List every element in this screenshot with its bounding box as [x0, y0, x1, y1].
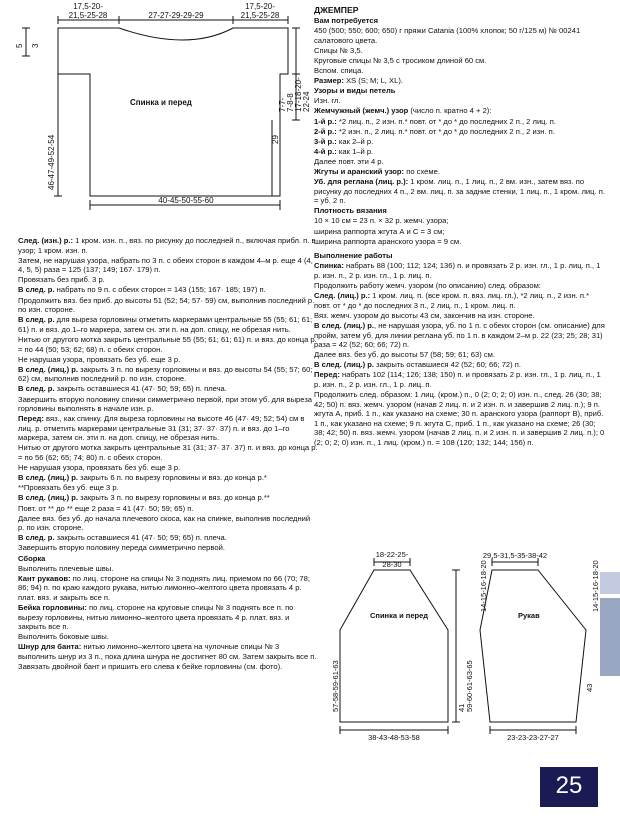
- paragraph-text: Завязать двойной бант и пришить его слева к бейке горловины (см. фото).: [18, 662, 283, 672]
- paragraph-heading: Выполнение работы: [314, 251, 393, 261]
- sleeve-right-dim: 14-15-16-18-20: [591, 560, 600, 612]
- paragraph-text: по лиц. стороне на круговые спицы № 3 поднять все п. по вырезу горловины, нитью лимонно–желтого цвета провязать 4 р. плат. вяз. и закрыть все п.: [18, 602, 294, 632]
- paragraph: [18, 365, 318, 384]
- body-outline: [58, 28, 288, 196]
- paragraph: [314, 46, 606, 56]
- left-text-column: [18, 236, 318, 672]
- paragraph-heading: В след. р.: [18, 315, 55, 325]
- paragraph-text: набрать по 9 п. с обеих сторон = 143 (155; 167· 185; 197) п.: [54, 285, 266, 295]
- paragraph-text: Далее повт. эти 4 р.: [314, 156, 384, 166]
- paragraph-heading: Спинка:: [314, 261, 344, 271]
- decor-band: [600, 598, 620, 676]
- paragraph-heading: Плотность вязания: [314, 206, 387, 216]
- paragraph: [314, 147, 606, 157]
- paragraph-text: Вспом. спица.: [314, 66, 364, 76]
- paragraph: [314, 237, 606, 247]
- paragraph-heading: Перед:: [314, 370, 340, 380]
- top-right-dim-1: 17,5-20-: [245, 2, 275, 11]
- paragraph-text: Продолжить след. образом: 1 лиц. (кром.) п., 0 (2; 0; 2; 0) изн. п., след. 26 (30; 38; 42; 50) п. вяз. жемч. узором (начав 2 лиц. п. и 2 изн. п. и завершив 2 лиц. п.); 9 п. жгута A, приб. 1 п., как указано на схеме; 30 п. аранского узора (раппорт B), приб. 1 п., как указано на схеме; 9 п. жгута C, приб. 1 п., как указано на схеме; 26 (30; 38; 42; 50) п. вяз. жемч. узором (начав 2 лиц. п. и 2 изн. п. и завершив 2 лиц. п.); 0 (2; 0; 2; 0) изн. п., 1 лиц. (кром.) п. = 108 (120; 132; 144; 156) п.: [314, 390, 605, 448]
- paragraph: [314, 370, 606, 389]
- paragraph-text: по лиц. стороне на спицы № 3 поднять лиц. приемом по 66 (70; 78; 86; 94) п. по краю каждого рукава, нитью лимонно–желтого цвета провязать 4 р. плат. вяз. и закрыть все п.: [18, 573, 310, 602]
- side-5-label: 5: [15, 43, 24, 48]
- paragraph-heading: В след. р.: [18, 533, 55, 543]
- paragraph: [18, 662, 318, 672]
- paragraph: [18, 564, 318, 574]
- paragraph-heading: 4-й р.:: [314, 146, 337, 156]
- raglan-schematics: [330, 552, 605, 742]
- paragraph-heading: 3-й р.:: [314, 136, 337, 146]
- back-right-dim-a: 41: [457, 703, 466, 712]
- paragraph-text: вяз., как спинку. Для выреза горловины на высоте 46 (47· 49; 52; 54) см в лиц. р. отметить маркерами центральные 31 (31; 37· 37· 37) п. и вяз. до 1–го маркера, затем сн. эти п. на доп. спицу, не обрезая нить.: [18, 414, 305, 443]
- paragraph: [314, 350, 606, 360]
- paragraph-text: Спицы № 3,5.: [314, 45, 363, 55]
- paragraph: [314, 177, 606, 206]
- paragraph-text: Вяз. жемч. узором до высоты 43 см, закончив на изн. стороне.: [314, 310, 535, 320]
- sleeve-43-dim: 43: [585, 683, 594, 692]
- paragraph: [18, 355, 318, 365]
- right-label-b: 7-8-8: [286, 93, 295, 112]
- paragraph-text: Продолжить вяз. без приб. до высоты 51 (52; 54; 57· 59) см, выполнив последний р. по изн. стороне.: [18, 295, 315, 315]
- paragraph: [18, 315, 318, 334]
- paragraph: [18, 642, 318, 661]
- paragraph: [18, 543, 318, 553]
- paragraph: [18, 463, 318, 473]
- paragraph-heading: В след. (лиц.) р.: [18, 493, 78, 503]
- paragraph-text: закрыть 3 п. по вырезу горловины и вяз. до высоты 54 (55; 57; 60; 62) см, выполнив последний р. по изн. стороне.: [18, 364, 313, 384]
- paragraph-text: закрыть оставшиеся 41 (47· 50; 59; 65) п. плеча.: [54, 533, 227, 543]
- paragraph-heading: 1-й р.:: [314, 116, 337, 126]
- paragraph: [18, 632, 318, 642]
- paragraph: [314, 360, 606, 370]
- paragraph: [18, 554, 318, 564]
- paragraph: [18, 514, 318, 533]
- paragraph: [18, 285, 318, 295]
- paragraph-text: Далее вяз. без уб. до высоты 57 (58; 59; 61; 63) см.: [314, 350, 496, 360]
- top-left-dim-2: 21,5-25-28: [68, 11, 108, 20]
- right-label-c: 17-18-20-: [294, 77, 303, 112]
- paragraph-heading: След. (изн.) р.:: [18, 236, 74, 245]
- paragraph: [314, 311, 606, 321]
- paragraph: [314, 137, 606, 147]
- back-label: Спинка и перед: [370, 611, 429, 620]
- paragraph-heading: Шнур для банта:: [18, 642, 82, 652]
- paragraph-text: ширина раппорта аранского узора = 9 см.: [314, 236, 462, 246]
- paragraph-text: *2 лиц. п., 2 изн. п.* повт. от * до * до последних 2 п., 2 лиц. п.: [336, 116, 556, 126]
- paragraph: [18, 395, 318, 414]
- paragraph-heading: В след. р.: [18, 384, 55, 394]
- top-mid-dim: 27-27-29-29-29: [148, 11, 204, 20]
- paragraph-heading: В след. (лиц.) р.: [18, 364, 78, 374]
- paragraph-text: Изн. гл.: [314, 96, 341, 106]
- paragraph-text: для выреза горловины отметить маркерами центральные 55 (55; 61; 61; 61) п. и вяз. до 1–го маркера, затем сн. эти п. на доп. спицу, не обрезая нить.: [18, 315, 313, 334]
- paragraph: [314, 206, 606, 216]
- paragraph-heading: Вам потребуется: [314, 16, 379, 26]
- paragraph-text: как 2–й р.: [336, 136, 374, 146]
- paragraph: [314, 261, 606, 280]
- back-top-dim-2: 28-30: [382, 560, 402, 569]
- paragraph-text: Не нарушая узора, провязать без уб. еще 3 р.: [18, 463, 181, 473]
- paragraph-text: Выполнить плечевые швы.: [18, 563, 114, 573]
- body-schematic-top: [0, 0, 310, 236]
- paragraph-text: Продолжить работу жемч. узором (по описанию) след. образом:: [314, 281, 541, 291]
- paragraph: [314, 291, 606, 310]
- paragraph: [18, 443, 318, 462]
- paragraph-text: Нитью от другого мотка закрыть центральные 55 (55; 61; 61; 61) п. и вяз. до конца р. = по 44 (50; 53; 62; 68) п. с обеих сторон.: [18, 334, 317, 354]
- paragraph: [314, 66, 606, 76]
- paragraph-heading: 2-й р.:: [314, 126, 337, 136]
- paragraph-text: **Провязать без уб. еще 3 р.: [18, 483, 119, 493]
- sleeve-outline: [480, 570, 586, 722]
- paragraph: [18, 275, 318, 285]
- back-right-dim-b: 59-60-61-63-65: [465, 660, 474, 712]
- paragraph-heading: Перед:: [18, 414, 44, 424]
- paragraph-text: Завершить вторую половину переда симметрично первой.: [18, 543, 225, 553]
- paragraph: [314, 247, 606, 251]
- paragraph-heading: Узоры и виды петель: [314, 86, 396, 96]
- paragraph-heading: Уб. для реглана (лиц. р.):: [314, 177, 409, 187]
- back-front-outline: [340, 570, 448, 722]
- left-height-label: 46-47-49-52-54: [47, 134, 56, 190]
- paragraph-text: набрать 102 (114; 126; 138; 150) п. и провязать 2 р. изн. гл., 1 р. лиц. п., 1 р. изн. п., 2 р. изн. гл., 1 р. лиц. п.: [314, 370, 601, 389]
- paragraph: [314, 321, 606, 350]
- paragraph: [18, 414, 318, 443]
- paragraph: [18, 296, 318, 315]
- paragraph: [18, 574, 318, 603]
- back-bottom-dim: 38-43-48-53-58: [368, 733, 420, 742]
- paragraph: [18, 335, 318, 354]
- paragraph: [314, 216, 606, 226]
- paragraph-heading: Кант рукавов:: [18, 573, 71, 583]
- paragraph-text: закрыть оставшиеся 41 (47· 50; 59; 65) п. плеча.: [54, 384, 227, 394]
- paragraph-heading: Жемчужный (жемч.) узор: [314, 106, 409, 116]
- paragraph-text: Затем, не нарушая узора, набрать по 3 п. с обеих сторон в каждом 4–м р. еще 4 (4, 4, 5, 5) раза = 125 (137; 149; 167· 179) п.: [18, 255, 313, 275]
- paragraph-text: Круговые спицы № 3,5 с тросиком длиной 60 см.: [314, 55, 487, 65]
- paragraph-text: Завершить вторую половину спинки симметрично первой, при этом уб. для выреза горловины выполнять в начале изн. р.: [18, 394, 313, 414]
- paragraph-heading: В след. (лиц.) р.: [314, 360, 374, 370]
- page-number: 25: [555, 772, 583, 799]
- paragraph-heading: В след. р.: [18, 285, 55, 295]
- paragraph: [18, 256, 318, 275]
- paragraph: [314, 157, 606, 167]
- paragraph-text: , не нарушая узора, уб. по 1 п. с обеих сторон (см. описание) для пройм, затем уб. для линии реглана уб. по 1 п. в каждом 2–м р. 22 (23; 25; 28; 31) раза = 42 (52; 60; 66; 72) п.: [314, 320, 605, 350]
- paragraph-text: Провязать без приб. 3 р.: [18, 275, 105, 285]
- paragraph-text: 450 (500; 550; 600; 650) г пряжи Catania (100% хлопок; 50 г/125 м) № 00241 салатового цвета.: [314, 26, 581, 45]
- paragraph: [314, 76, 606, 86]
- paragraph-heading: ДЖЕМПЕР: [314, 5, 359, 15]
- paragraph-heading: Бейка горловины:: [18, 602, 87, 612]
- right-29-label: 29: [271, 135, 280, 144]
- paragraph-text: закрыть 6 п. по вырезу горловины и вяз. до конца р.*: [78, 473, 267, 483]
- paragraph: [18, 483, 318, 493]
- paragraph-text: 1 кром. изн. п., вяз. по рисунку до последней п., включая прибл. п. в узор; 1 кром. изн. п.: [18, 236, 316, 255]
- paragraph: [314, 106, 606, 116]
- paragraph-text: Выполнить боковые швы.: [18, 632, 109, 642]
- paragraph: [18, 603, 318, 632]
- paragraph: [314, 251, 606, 261]
- paragraph-text: *2 изн. п., 2 лиц. п.* повт. от * до * до последних 2 п., 2 изн. п.: [336, 126, 555, 136]
- paragraph-heading: Жгуты и аранский узор:: [314, 167, 405, 176]
- paragraph: [314, 86, 606, 96]
- paragraph-text: закрыть оставшиеся 42 (52; 60; 66; 72) п.: [374, 360, 521, 370]
- paragraph: [18, 493, 318, 503]
- paragraph: [314, 117, 606, 127]
- paragraph: [18, 504, 318, 514]
- sleeve-bottom-dim: 23-23-23-27-27: [507, 733, 559, 742]
- paragraph: [18, 533, 318, 543]
- paragraph-heading: Сборка: [18, 553, 46, 563]
- paragraph-heading: В след. (лиц.) р.: [314, 320, 374, 330]
- paragraph-text: Не нарушая узора, провязать без уб. еще 3 р.: [18, 354, 181, 364]
- paragraph-text: 10 × 10 см = 23 п. × 32 р. жемч. узора;: [314, 216, 449, 226]
- paragraph-heading: В след. (лиц.) р.: [18, 473, 78, 483]
- paragraph-text: Нитью от другого мотка закрыть центральные 31 (31; 37· 37· 37) п. и вяз. до конца р. = по 56 (62; 65; 74; 80) п. с обеих сторон.: [18, 443, 318, 463]
- paragraph: [314, 227, 606, 237]
- paragraph: [314, 56, 606, 66]
- paragraph: [314, 26, 606, 45]
- sleeve-left-dim: 14-15-16-18-20: [479, 560, 488, 612]
- paragraph-text: как 1–й р.: [336, 146, 374, 156]
- paragraph: [18, 473, 318, 483]
- right-label-d: 22-24: [302, 91, 311, 112]
- decor-band-light: [600, 572, 620, 594]
- paragraph-text: закрыть 3 п. по вырезу горловины и вяз. до конца р.**: [78, 493, 270, 503]
- paragraph: [314, 281, 606, 291]
- paragraph: [314, 167, 606, 177]
- paragraph-text: (число п. кратно 4 + 2):: [408, 106, 492, 116]
- paragraph: [314, 127, 606, 137]
- paragraph-text: нитью лимонно–желтого цвета на чулочные спицы № 3 выполнить шнур из 3 п., пока длина шнура не достигнет 80 см. Затем закрыть все п.: [18, 642, 317, 661]
- back-left-dim: 57-58-59-61-63: [331, 660, 340, 712]
- body-label: Спинка и перед: [130, 98, 192, 107]
- paragraph-text: Повт. от ** до ** еще 2 раза = 41 (47· 50; 59; 65) п.: [18, 503, 194, 513]
- paragraph: [314, 96, 606, 106]
- bottom-dim: 40-45-50-55-60: [158, 196, 214, 205]
- right-label-a: 7-7-: [278, 97, 287, 112]
- paragraph-text: Далее вяз. без уб. до начала плечевого скоса, как на спинке, выполнив последний р. по изн. стороне.: [18, 513, 311, 533]
- sleeve-top-dim: 29,5-31,5-35-38-42: [482, 551, 548, 560]
- paragraph-text: набрать 88 (100; 112; 124; 136) п. и провязать 2 р. изн. гл., 1 р. лиц. п., 1 р. изн. п., 2 р. изн. гл., 1 р. лиц. п.: [314, 261, 601, 280]
- paragraph-heading: След. (лиц.) р.:: [314, 291, 371, 301]
- paragraph-heading: Размер:: [314, 76, 344, 86]
- paragraph: [314, 390, 606, 448]
- paragraph-text: XS (S; M; L, XL).: [343, 76, 403, 86]
- paragraph: [314, 16, 606, 26]
- top-left-dim-1: 17,5-20-: [73, 2, 103, 11]
- paragraph-text: 1 кром. лиц. п. (все кром. п. вяз. лиц. гл.), *2 лиц. п., 2 изн. п.* повт. от * до * до последних 3 п., 2 лиц. п., 1 кром. лиц. п.: [314, 291, 590, 310]
- paragraph: [314, 6, 606, 16]
- neck-depth-label: 3: [31, 43, 40, 48]
- top-right-dim-2: 21,5-25-28: [240, 11, 280, 20]
- back-top-dim-1: 18-22-25-: [375, 550, 409, 559]
- paragraph-text: по схеме.: [404, 167, 440, 176]
- right-text-column: [314, 6, 606, 448]
- paragraph: [18, 236, 318, 255]
- sleeve-label: Рукав: [518, 611, 540, 620]
- paragraph-text: ширина раппорта жгута А и С = 3 см;: [314, 226, 445, 236]
- paragraph-text: 1 кром. лиц. п., 1 лиц. п., 2 вм. изн., затем вяз. по рисунку до последних 4 п., 2 вм. лиц. п. за задние стенки, 1 лиц. п., 1 кром. лиц. п. = уб. 2 п.: [314, 177, 605, 206]
- paragraph: [18, 384, 318, 394]
